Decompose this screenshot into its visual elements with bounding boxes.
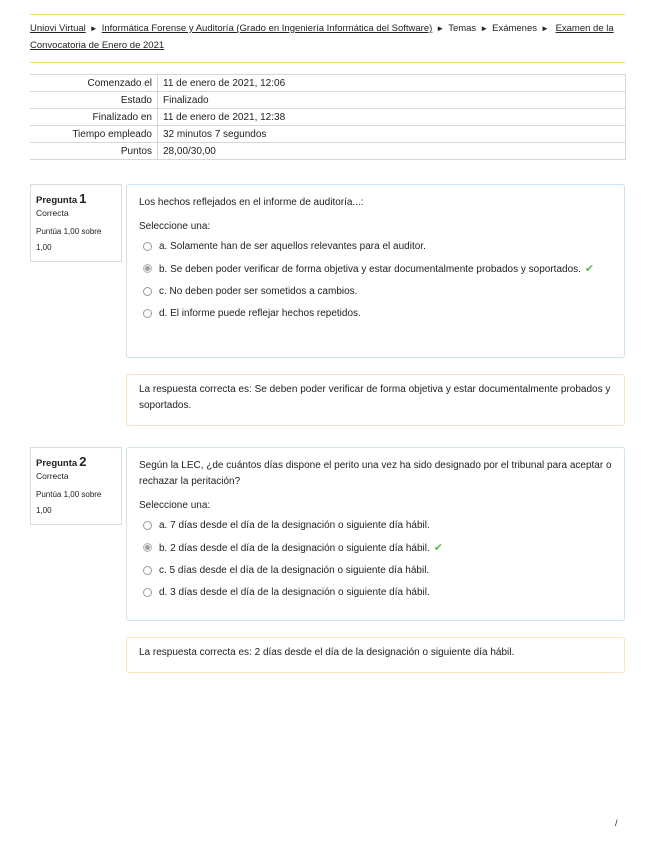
breadcrumb-exams: Exámenes [492, 23, 537, 34]
summary-label: Estado [30, 92, 158, 109]
radio-icon[interactable] [143, 566, 152, 575]
answer-option-a[interactable] [143, 518, 612, 534]
answer-label: b. Se deben poder verificar de forma objetiva y estar documentalmente probados y soportados. ✔ [159, 263, 595, 275]
summary-label: Puntos [30, 143, 158, 160]
question-1-content [126, 184, 625, 358]
checkmark-icon: ✔ [433, 542, 443, 554]
summary-row-state [30, 92, 626, 109]
question-number: Pregunta 1 [36, 191, 87, 206]
radio-icon[interactable] [143, 588, 152, 597]
answer-option-d[interactable] [143, 306, 612, 322]
top-rule [30, 14, 625, 15]
summary-value: 32 minutos 7 segundos [158, 126, 626, 143]
answer-label: d. 3 días desde el día de la designación o siguiente día hábil. [159, 587, 430, 598]
answer-label: b. 2 días desde el día de la designación o siguiente día hábil. ✔ [159, 542, 443, 554]
breadcrumb-separator-icon: ► [89, 24, 98, 33]
summary-value: Finalizado [158, 92, 626, 109]
question-1-feedback [126, 374, 625, 426]
question-text: Según la LEC, ¿de cuántos días dispone el perito una vez ha sido designado por el tribunal para aceptar o rechazar la peritación? [139, 460, 612, 487]
question-state: Correcta [36, 471, 69, 481]
breadcrumb [30, 20, 625, 54]
summary-value: 11 de enero de 2021, 12:06 [158, 75, 626, 92]
radio-selected-icon[interactable] [143, 264, 152, 273]
answer-option-d[interactable] [143, 585, 612, 601]
checkmark-icon: ✔ [584, 263, 595, 275]
breadcrumb-topics: Temas [448, 23, 477, 34]
breadcrumb-exam-link[interactable]: Examen de la Convocatoria de Enero de 2021 [30, 23, 614, 51]
page-number: / [615, 818, 618, 828]
radio-icon[interactable] [143, 309, 152, 318]
question-1-info [30, 184, 122, 262]
radio-selected-icon[interactable] [143, 543, 152, 552]
summary-value: 28,00/30,00 [158, 143, 626, 160]
summary-row-started [30, 75, 626, 92]
answer-label: c. 5 días desde el día de la designación o siguiente día hábil. [159, 565, 430, 576]
answer-prompt: Seleccione una: [139, 221, 211, 232]
answer-label: a. 7 días desde el día de la designación o siguiente día hábil. [159, 520, 430, 531]
question-grade: Puntúa 1,00 sobre 1,00 [36, 227, 102, 252]
answer-option-b[interactable] [143, 540, 612, 557]
radio-icon[interactable] [143, 242, 152, 251]
header-rule [30, 62, 625, 63]
answer-label: a. Solamente han de ser aquellos relevantes para el auditor. [159, 241, 426, 252]
summary-row-points [30, 143, 626, 160]
answer-label: d. El informe puede reflejar hechos repetidos. [159, 308, 361, 319]
answer-option-b[interactable] [143, 261, 612, 278]
question-number: Pregunta 2 [36, 454, 87, 469]
answer-option-c[interactable] [143, 563, 612, 579]
summary-value: 11 de enero de 2021, 12:38 [158, 109, 626, 126]
radio-icon[interactable] [143, 287, 152, 296]
summary-label: Finalizado en [30, 109, 158, 126]
question-state: Correcta [36, 208, 69, 218]
breadcrumb-home-link[interactable]: Uniovi Virtual [30, 23, 86, 34]
correct-answer-text: La respuesta correcta es: 2 días desde el día de la designación o siguiente día hábil. [139, 647, 515, 658]
answer-label: c. No deben poder ser sometidos a cambios. [159, 286, 358, 297]
summary-row-time [30, 126, 626, 143]
answer-option-a[interactable] [143, 239, 612, 255]
radio-icon[interactable] [143, 521, 152, 530]
summary-row-finished [30, 109, 626, 126]
summary-label: Comenzado el [30, 75, 158, 92]
breadcrumb-course-link[interactable]: Informática Forense y Auditoría (Grado en Ingeniería Informática del Software) [101, 23, 433, 34]
question-text: Los hechos reflejados en el informe de auditoría...: [139, 197, 364, 208]
question-grade: Puntúa 1,00 sobre 1,00 [36, 490, 102, 515]
breadcrumb-separator-icon: ► [541, 24, 549, 33]
question-2-feedback [126, 637, 625, 673]
summary-label: Tiempo empleado [30, 126, 158, 143]
breadcrumb-separator-icon: ► [436, 24, 445, 33]
correct-answer-text: La respuesta correcta es: Se deben poder verificar de forma objetiva y estar documentalmente probados y soportados. [139, 384, 611, 411]
question-2-content [126, 447, 625, 621]
answer-prompt: Seleccione una: [139, 500, 211, 511]
answer-option-c[interactable] [143, 284, 612, 300]
question-2-info [30, 447, 122, 525]
breadcrumb-separator-icon: ► [480, 24, 489, 33]
attempt-summary-table [30, 74, 626, 160]
